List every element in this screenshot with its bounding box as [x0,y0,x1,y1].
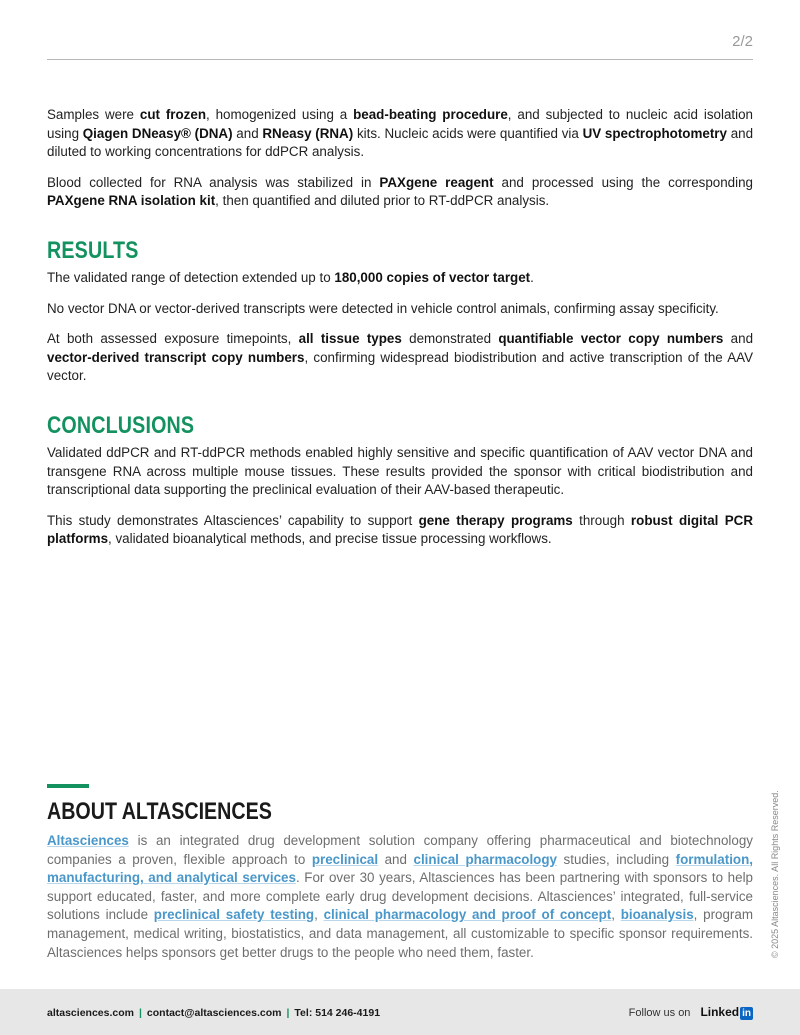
text-run: The validated range of detection extended up to [47,269,335,285]
inline-link[interactable]: bioanalysis [620,907,694,923]
inline-link[interactable]: Altasciences [47,833,129,848]
text-run: Validated ddPCR and RT-ddPCR methods enabled highly sensitive and specific quantification of AAV vector DNA and transgene RNA across multiple mouse tissues. These results provided the sponsor with critical biodistribution and transcriptional data supporting the preclinical evaluation of their AAV-based therapeutic. [47,444,753,498]
text-run: through [572,512,631,528]
text-run: This study demonstrates Altasciences’ capability to support [47,512,419,528]
text-run: and processed using the corresponding [493,174,753,190]
bold-text: cut frozen [139,107,207,122]
text-run: kits. Nucleic acids were quantified via [353,125,583,141]
header-divider [47,59,753,60]
text-run: No vector DNA or vector-derived transcripts were detected in vehicle control animals, confirming assay specificity. [47,300,719,316]
main-content [47,106,753,561]
text-run: and [378,851,414,867]
linkedin-wordmark: Linked [700,1005,740,1019]
text-run: and [232,125,263,141]
text-run: and diluted to working concentrations for ddPCR analysis. [47,125,754,160]
bold-text: all tissue types [298,331,402,347]
text-run: Blood collected for RNA analysis was stabilized in [47,174,380,190]
text-run: , confirming widespread biodistribution and active transcription of the AAV vector. [47,349,753,384]
intro-paragraph-2 [47,174,753,211]
text-run: Samples were [47,107,140,122]
conclusions-paragraph-1 [47,444,753,500]
inline-link[interactable]: clinical pharmacology [413,851,557,867]
linkedin-box: in [742,1008,751,1019]
about-heading: ABOUT ALTASCIENCES [47,798,272,825]
bold-text: gene therapy programs [418,512,573,528]
text-run: demonstrated [401,331,499,347]
text-run: , and subjected to nucleic acid isolation using [47,107,753,141]
separator: | [286,1007,290,1019]
results-paragraph-1 [47,269,753,288]
linkedin-icon[interactable] [700,1005,753,1020]
bold-text: PAXgene RNA isolation kit [47,193,216,209]
text-run: , homogenized using a [206,107,354,122]
about-paragraph [47,832,753,962]
footer-contact [47,1007,380,1019]
footer-bar [0,989,800,1035]
bold-text: PAXgene reagent [379,174,494,190]
intro-paragraph-1 [47,106,753,162]
results-paragraph-2 [47,300,753,319]
page-number: 2/2 [732,33,753,50]
text-run: studies, including [556,851,676,867]
bold-text: RNeasy (RNA) [262,125,354,141]
text-run: , program management, medical writing, biostatistics, and data management, all customizable to specific sponsor requirements. Altasciences helps sponsors get better drugs to the people who need them, faster. [47,907,753,960]
results-paragraph-3 [47,330,753,386]
text-run: , [314,907,324,923]
text-run: At both assessed exposure timepoints, [47,331,299,347]
website-link[interactable]: altasciences.com [47,1007,134,1019]
text-run: and [723,331,754,347]
bold-text: UV spectrophotometry [582,125,727,141]
text-run: is an integrated drug development solution company offering pharmaceutical and biotechnology companies a proven, flexible approach to [47,833,753,867]
separator: | [138,1007,142,1019]
copyright-notice: © 2025 Altasciences. All Rights Reserved. [770,790,780,958]
inline-link[interactable]: clinical pharmacology and proof of concept [323,907,612,923]
bold-text: Qiagen DNeasy® (DNA) [82,125,233,141]
conclusions-paragraph-2 [47,512,753,549]
inline-link[interactable]: preclinical safety testing [153,907,315,923]
email-link[interactable]: contact@altasciences.com [146,1007,282,1019]
results-heading: RESULTS [47,236,139,264]
bold-text: robust digital PCR platforms [47,512,754,547]
conclusions-heading: CONCLUSIONS [47,411,195,439]
follow-us [629,1005,753,1020]
inline-link[interactable]: preclinical [311,851,379,867]
text-run: , then quantified and diluted prior to RT-ddPCR analysis. [215,193,550,209]
bold-text: bead-beating procedure [353,107,508,122]
text-run: , validated bioanalytical methods, and precise tissue processing workflows. [108,531,552,547]
text-run: . [530,269,534,285]
follow-label: Follow us on [628,1006,691,1019]
about-accent-bar [47,784,89,788]
bold-text: quantifiable vector copy numbers [498,331,724,347]
bold-text: 180,000 copies of vector target [334,269,531,285]
inline-link[interactable]: formulation, manufacturing, and analytical services [47,851,753,886]
phone-number: Tel: 514 246-4191 [294,1007,381,1019]
bold-text: vector-derived transcript copy numbers [47,349,305,365]
text-run: , [611,907,621,923]
text-run: . For over 30 years, Altasciences has been partnering with sponsors to help support educated, faster, and more complete early drug development decisions. Altasciences’ integrated, full-service solutions include [47,870,753,923]
